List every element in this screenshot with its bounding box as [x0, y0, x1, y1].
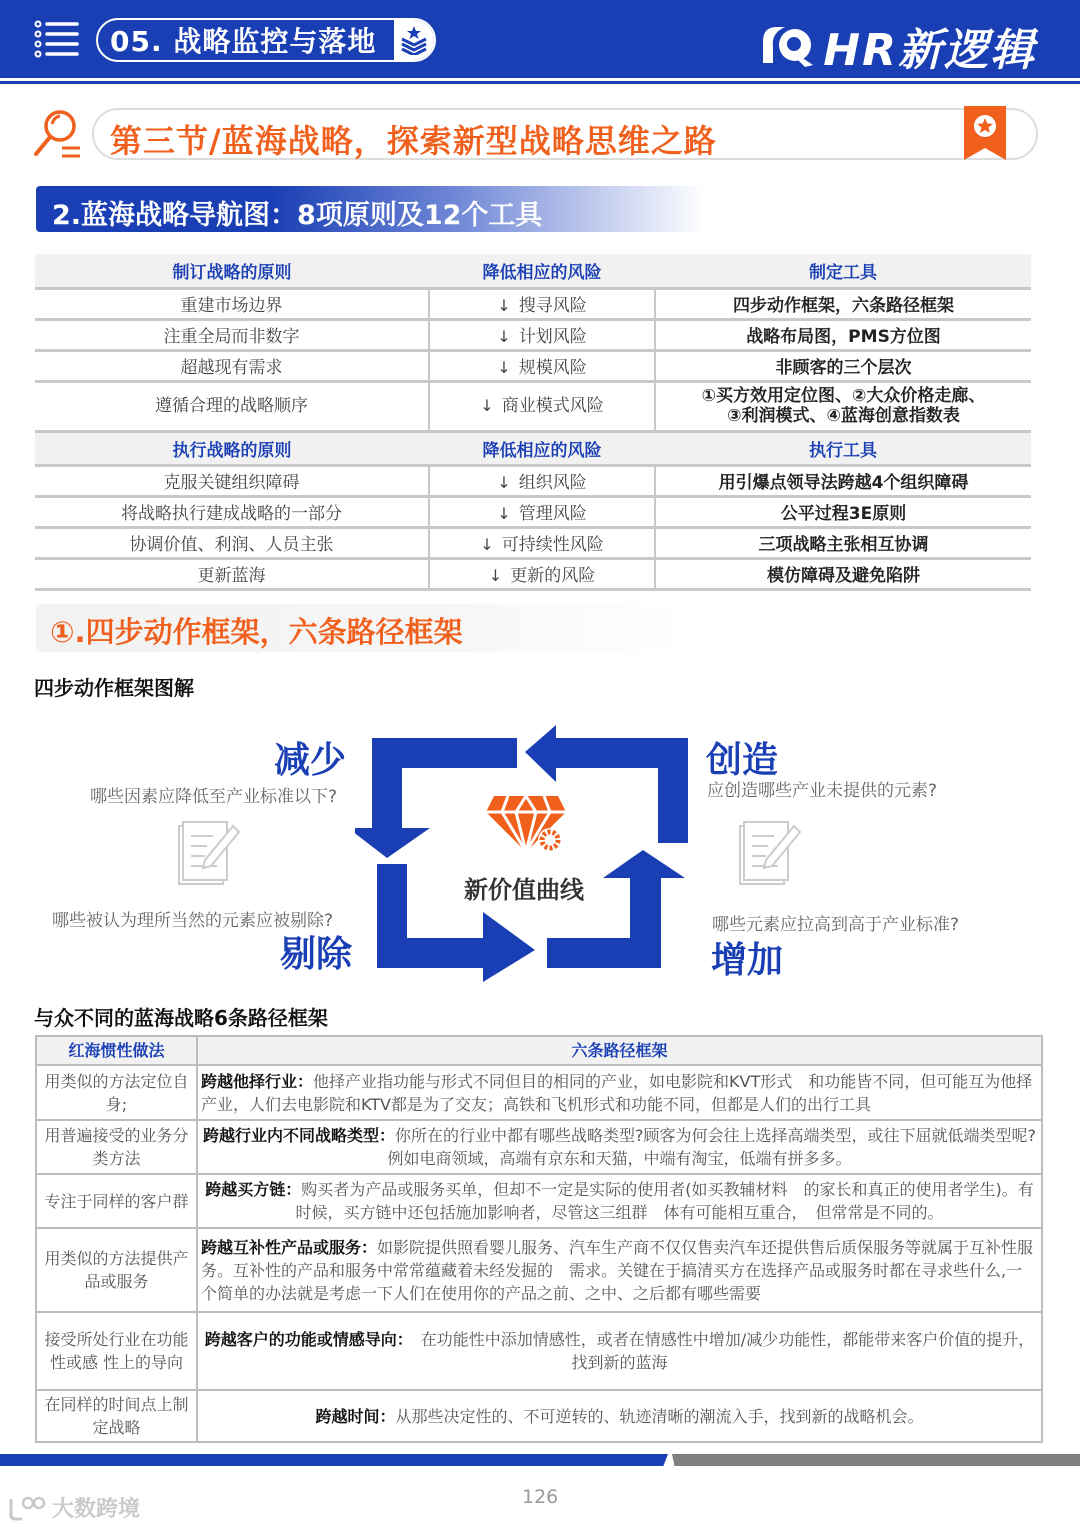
- create-question: 应创造哪些产业未提供的元素?: [707, 781, 938, 801]
- table-row: 协调价值、利润、人员主张 ↓ 可持续性风险 三项战略主张相互协调: [35, 527, 1031, 558]
- four-actions-diagram: [0, 720, 1080, 990]
- section-title-pill: [92, 108, 1038, 160]
- page-number: 126: [522, 1486, 559, 1508]
- table-row: 遵循合理的战略顺序 ↓ 商业模式风险 ①买方效用定位图、②大众价格走廊、 ③利润模式、④蓝海创意指数表: [35, 381, 1031, 431]
- eliminate-question: 哪些被认为理所当然的元素应被剔除?: [52, 911, 334, 931]
- down-arrow-icon: ↓: [488, 566, 503, 585]
- raise-label: 增加: [711, 940, 784, 981]
- reduce-question: 哪些因素应降低至产业标准以下?: [90, 787, 338, 807]
- reduce-label: 减少: [274, 740, 347, 781]
- table-header-row: 制订战略的原则 降低相应的风险 制定工具: [35, 254, 1031, 288]
- raise-arrow-icon: [547, 850, 685, 968]
- table-row: 重建市场边界 ↓ 搜寻风险 四步动作框架，六条路径框架: [35, 288, 1031, 319]
- blue-ocean-navigation-table: [35, 254, 1031, 591]
- diagram-title: 四步动作框架图解: [34, 676, 194, 700]
- elephant-logo-icon: [759, 23, 815, 69]
- top-banner: [0, 0, 1080, 78]
- footer-bar-gray: [672, 1454, 1080, 1466]
- table-header-row: 红海惯性做法 六条路径框架: [36, 1036, 1042, 1065]
- bookmark-star-icon: [964, 106, 1006, 160]
- chapter-label: [96, 18, 436, 62]
- note-edit-icon: [177, 820, 241, 888]
- magnifier-icon: [30, 106, 86, 162]
- six-paths-title: 与众不同的蓝海战略6条路径框架: [34, 1006, 328, 1030]
- header-divider: [0, 80, 1080, 84]
- brand-name: HR新逻辑: [823, 25, 1036, 76]
- section-title: 第三节/蓝海战略，探索新型战略思维之路: [110, 122, 717, 160]
- table-row: 在同样的时间点上制定战略 跨越时间：从那些决定性的、不可逆转的、轨迹清晰的潮流入手，找到新的战略机会。: [36, 1390, 1042, 1442]
- eliminate-label: 剔除: [280, 934, 353, 975]
- down-arrow-icon: ↓: [480, 396, 494, 415]
- new-value-curve-label: 新价值曲线: [464, 876, 584, 904]
- table-row: 用类似的方法定位自身; 跨越他择行业：他择产业指功能与形式不同但目的相同的产业，如电影院和KVT形式 和功能皆不同，但可能互为他择产业，人们去电影院和KTV都是为了交友；高铁和飞机形式和功能不同，但都是人们的出行工具: [36, 1065, 1042, 1120]
- brand-logo: [759, 14, 1036, 78]
- table-row: 超越现有需求 ↓ 规模风险 非顾客的三个层次: [35, 350, 1031, 381]
- table-row: 专注于同样的客户群 跨越买方链：购买者为产品或服务买单，但却不一定是实际的使用者(如买教辅材料 的家长和真正的使用者学生)。有时候，买方链中还包括施加影响者，尽管这三组群 体有可能相互重合， 但常常是不同的。: [36, 1174, 1042, 1228]
- nav-map-heading: 2.蓝海战略导航图：8项原则及12个工具: [36, 186, 706, 232]
- watermark-logo-icon: [8, 1495, 48, 1521]
- table-row: 用普遍接受的业务分类方法 跨越行业内不同战略类型：你所在的行业中都有哪些战略类型?顾客为何会往上选择高端类型，或往下屈就低端类型呢?例如电商领域，高端有京东和天猫，中端有淘宝，低端有拼多多。: [36, 1120, 1042, 1174]
- note-edit-icon: [738, 820, 802, 888]
- table-row: 更新蓝海 ↓ 更新的风险 模仿障碍及避免陷阱: [35, 558, 1031, 589]
- table-row: 注重全局而非数字 ↓ 计划风险 战略布局图，PMS方位图: [35, 319, 1031, 350]
- table-row: 克服关键组织障碍 ↓ 组织风险 用引爆点领导法跨越4个组织障碍: [35, 465, 1031, 496]
- down-arrow-icon: ↓: [497, 504, 511, 523]
- down-arrow-icon: ↓: [497, 473, 511, 492]
- table-row: 用类似的方法提供产品或服务 跨越互补性产品或服务：如影院提供照看婴儿服务、汽车生产商不仅仅售卖汽车还提供售后质保服务等就属于互补性服务。互补性的产品和服务中常常蕴藏着未经发掘的 需求。关键在于搞清买方在选择产品或服务时都在寻求些什么,一个简单的办法就是考虑一下人们在使用你的产品之前、之中、之后都有哪些需要: [36, 1228, 1042, 1312]
- down-arrow-icon: ↓: [480, 535, 494, 554]
- table-row: 将战略执行建成战略的一部分 ↓ 管理风险 公平过程3E原则: [35, 496, 1031, 527]
- table-row: 接受所处行业在功能性或感 性上的导向 跨越客户的功能或情感导向： 在功能性中添加情感性，或者在情感性中增加/减少功能性，都能带来客户价值的提升，找到新的蓝海: [36, 1312, 1042, 1390]
- create-label: 创造: [706, 740, 779, 781]
- chapter-title: 05. 战略监控与落地: [110, 25, 377, 58]
- footer-bar-blue: [0, 1454, 668, 1466]
- section-title-bar: [30, 106, 1040, 162]
- layers-star-icon: [394, 20, 434, 60]
- framework-heading: ①.四步动作框架，六条路径框架: [36, 604, 686, 652]
- down-arrow-icon: ↓: [497, 327, 511, 346]
- table-header-row: 执行战略的原则 降低相应的风险 执行工具: [35, 431, 1031, 465]
- list-menu-icon: [34, 20, 80, 60]
- down-arrow-icon: ↓: [497, 296, 511, 315]
- diamond-gear-icon: [486, 792, 566, 854]
- six-paths-table: [35, 1035, 1043, 1443]
- watermark: 大数跨境: [8, 1492, 140, 1523]
- down-arrow-icon: ↓: [497, 358, 511, 377]
- raise-question: 哪些元素应拉高到高于产业标准?: [712, 915, 960, 935]
